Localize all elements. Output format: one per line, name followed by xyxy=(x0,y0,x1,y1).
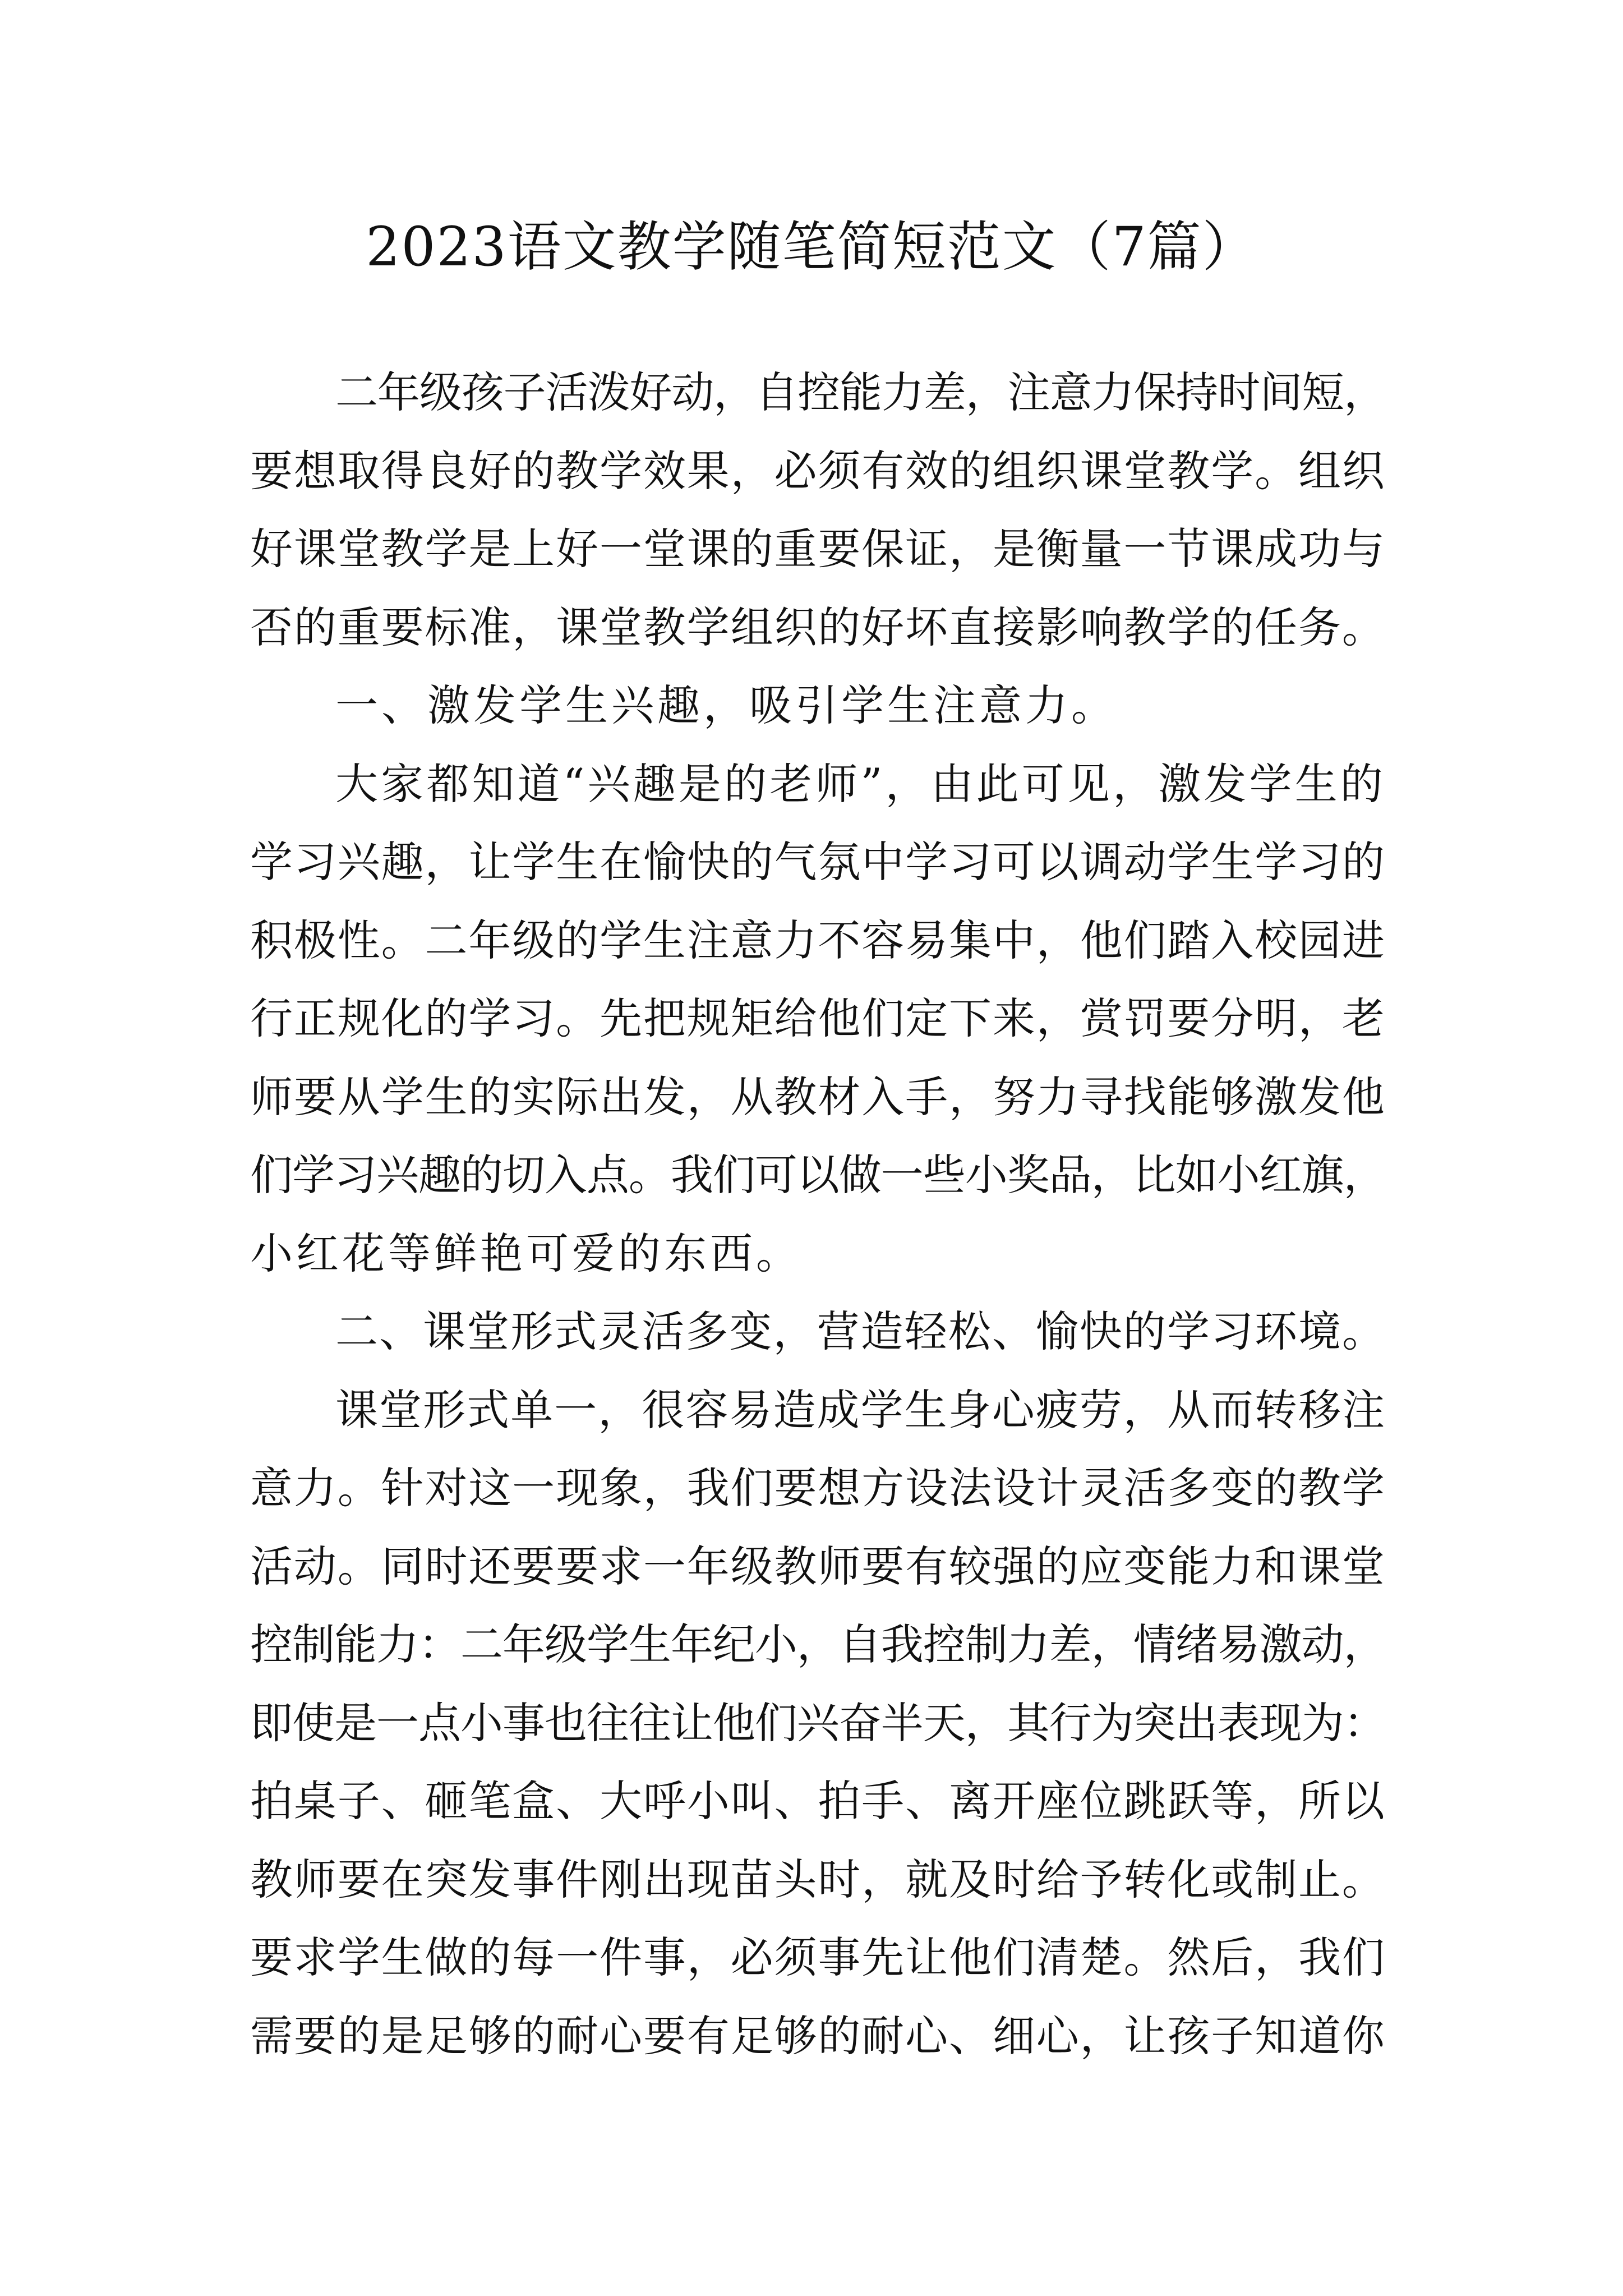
text-line: 二、课堂形式灵活多变，营造轻松、愉快的学习环境。 xyxy=(335,1306,1386,1356)
text-line: 小红花等鲜艳可爱的东西。 xyxy=(250,1228,802,1278)
text-line: 教师要在突发事件刚出现苗头时，就及时给予转化或制止。 xyxy=(250,1854,1386,1904)
text-line: 要想取得良好的教学效果，必须有效的组织课堂教学。组织 xyxy=(250,445,1386,496)
text-line: 控制能力：二年级学生年纪小，自我控制力差，情绪易激动， xyxy=(250,1619,1386,1669)
text-line: 意力。针对这一现象，我们要想方设法设计灵活多变的教学 xyxy=(250,1463,1386,1513)
text-line: 即使是一点小事也往往让他们兴奋半天，其行为突出表现为： xyxy=(250,1697,1386,1748)
text-line: 拍桌子、砸笔盒、大呼小叫、拍手、离开座位跳跃等，所以 xyxy=(250,1776,1386,1826)
text-line: 需要的是足够的耐心要有足够的耐心、细心，让孩子知道你 xyxy=(250,2010,1386,2061)
text-line: 一、激发学生兴趣，吸引学生注意力。 xyxy=(335,680,1117,730)
text-line: 二年级孩子活泼好动，自控能力差，注意力保持时间短， xyxy=(335,367,1386,417)
text-line: 们学习兴趣的切入点。我们可以做一些小奖品，比如小红旗， xyxy=(250,1150,1386,1200)
text-line: 好课堂教学是上好一堂课的重要保证，是衡量一节课成功与 xyxy=(250,524,1386,574)
text-line: 要求学生做的每一件事，必须事先让他们清楚。然后，我们 xyxy=(250,1932,1386,1982)
text-line: 学习兴趣，让学生在愉快的气氛中学习可以调动学生学习的 xyxy=(250,837,1386,887)
document-title: 2023语文教学随笔简短范文（7篇） xyxy=(366,215,1257,278)
text-line: 否的重要标准，课堂教学组织的好坏直接影响教学的任务。 xyxy=(250,602,1386,652)
document-body xyxy=(250,353,1389,2075)
text-line: 课堂形式单一，很容易造成学生身心疲劳，从而转移注 xyxy=(335,1384,1386,1435)
text-line: 师要从学生的实际出发，从教材入手，努力寻找能够激发他 xyxy=(250,1071,1386,1122)
text-line: 大家都知道“兴趣是的老师”，由此可见，激发学生的 xyxy=(335,758,1386,809)
text-line: 行正规化的学习。先把规矩给他们定下来，赏罚要分明，老 xyxy=(250,993,1386,1043)
text-line: 活动。同时还要要求一年级教师要有较强的应变能力和课堂 xyxy=(250,1541,1386,1591)
text-line: 积极性。二年级的学生注意力不容易集中，他们踏入校园进 xyxy=(250,915,1386,965)
